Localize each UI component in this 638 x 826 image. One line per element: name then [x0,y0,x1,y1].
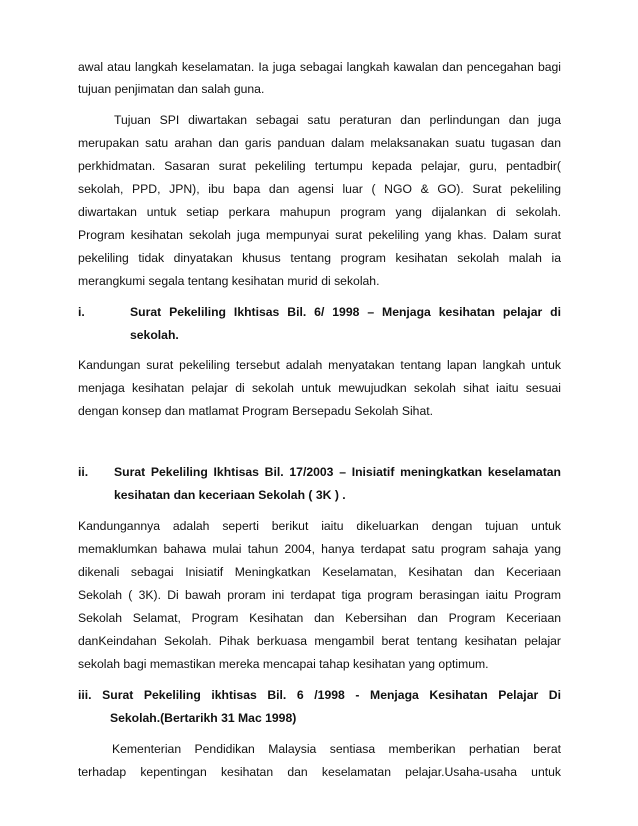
heading-line: iii. Surat Pekeliling ikhtisas Bil. 6 /1998 - Menjaga Kesihatan Pelajar Di [78,688,561,702]
text-line: tujuan penjimatan dan salah guna. [78,82,265,96]
text-line: menjaga kesihatan pelajar di sekolah untuk mewujudkan sekolah sihat iaitu sesuai [78,381,561,395]
text-line: Kementerian Pendidikan Malaysia sentiasa memberikan perhatian berat [112,742,561,756]
text-line: dengan konsep dan matlamat Program Bersepadu Sekolah Sihat. [78,404,434,418]
text-line: Kandungannya adalah seperti berikut iaitu dikeluarkan dengan tujuan untuk [78,519,561,533]
text-line: terhadap kepentingan kesihatan dan keselamatan pelajar.Usaha-usaha untuk [78,765,561,779]
text-line: merangkumi segala tentang kesihatan murid di sekolah. [78,274,380,288]
text-line: memaklumkan bahawa mulai tahun 2004, hanya terdapat satu program sahaja yang [78,542,561,556]
list-marker: ii. [78,465,89,479]
text-line: Sekolah ( 3K). Di bawah proram ini terdapat tiga program berasingan iaitu Program [78,588,561,602]
heading-line: Sekolah.(Bertarikh 31 Mac 1998) [110,711,297,725]
list-marker: i. [78,305,85,319]
heading-line: Surat Pekeliling Ikhtisas Bil. 6/ 1998 – Menjaga kesihatan pelajar di [130,305,561,319]
heading-line: kesihatan dan keceriaan Sekolah ( 3K ) . [114,488,346,502]
text-line: Sekolah Selamat, Program Kesihatan dan Kebersihan dan Program Keceriaan [78,611,561,625]
text-line: Tujuan SPI diwartakan sebagai satu peraturan dan perlindungan dan juga [114,113,561,127]
heading-line: sekolah. [130,328,179,342]
text-line: merupakan satu arahan dan garis panduan dalam melaksanakan suatu tugasan dan [78,136,561,150]
text-line: dikenali sebagai Inisiatif Meningkatkan Keselamatan, Kesihatan dan Keceriaan [78,565,561,579]
heading-line: Surat Pekeliling Ikhtisas Bil. 17/2003 – Inisiatif meningkatkan keselamatan [114,465,561,479]
text-line: Program kesihatan sekolah juga mempunyai surat pekeliling yang khas. Dalam surat [78,228,561,242]
text-line: sekolah bagi memastikan mereka mencapai tahap kesihatan yang optimum. [78,657,489,671]
text-line: perkhidmatan. Sasaran surat pekeliling tertumpu kepada pelajar, guru, pentadbir( [78,159,561,173]
text-line: danKeindahan Sekolah. Pihak berkuasa mengambil berat tentang kesihatan pelajar [78,634,561,648]
text-line: Kandungan surat pekeliling tersebut adalah menyatakan tentang lapan langkah untuk [78,358,561,372]
text-line: sekolah, PPD, JPN), ibu bapa dan agensi luar ( NGO & GO). Surat pekeliling [78,182,561,196]
text-line: diwartakan untuk setiap perkara mahupun program yang dijalankan di sekolah. [78,205,561,219]
text-line: awal atau langkah keselamatan. Ia juga sebagai langkah kawalan dan pencegahan bagi [78,60,561,74]
text-line: pekeliling tidak dinyatakan khusus tentang program kesihatan sekolah malah ia [78,251,561,265]
